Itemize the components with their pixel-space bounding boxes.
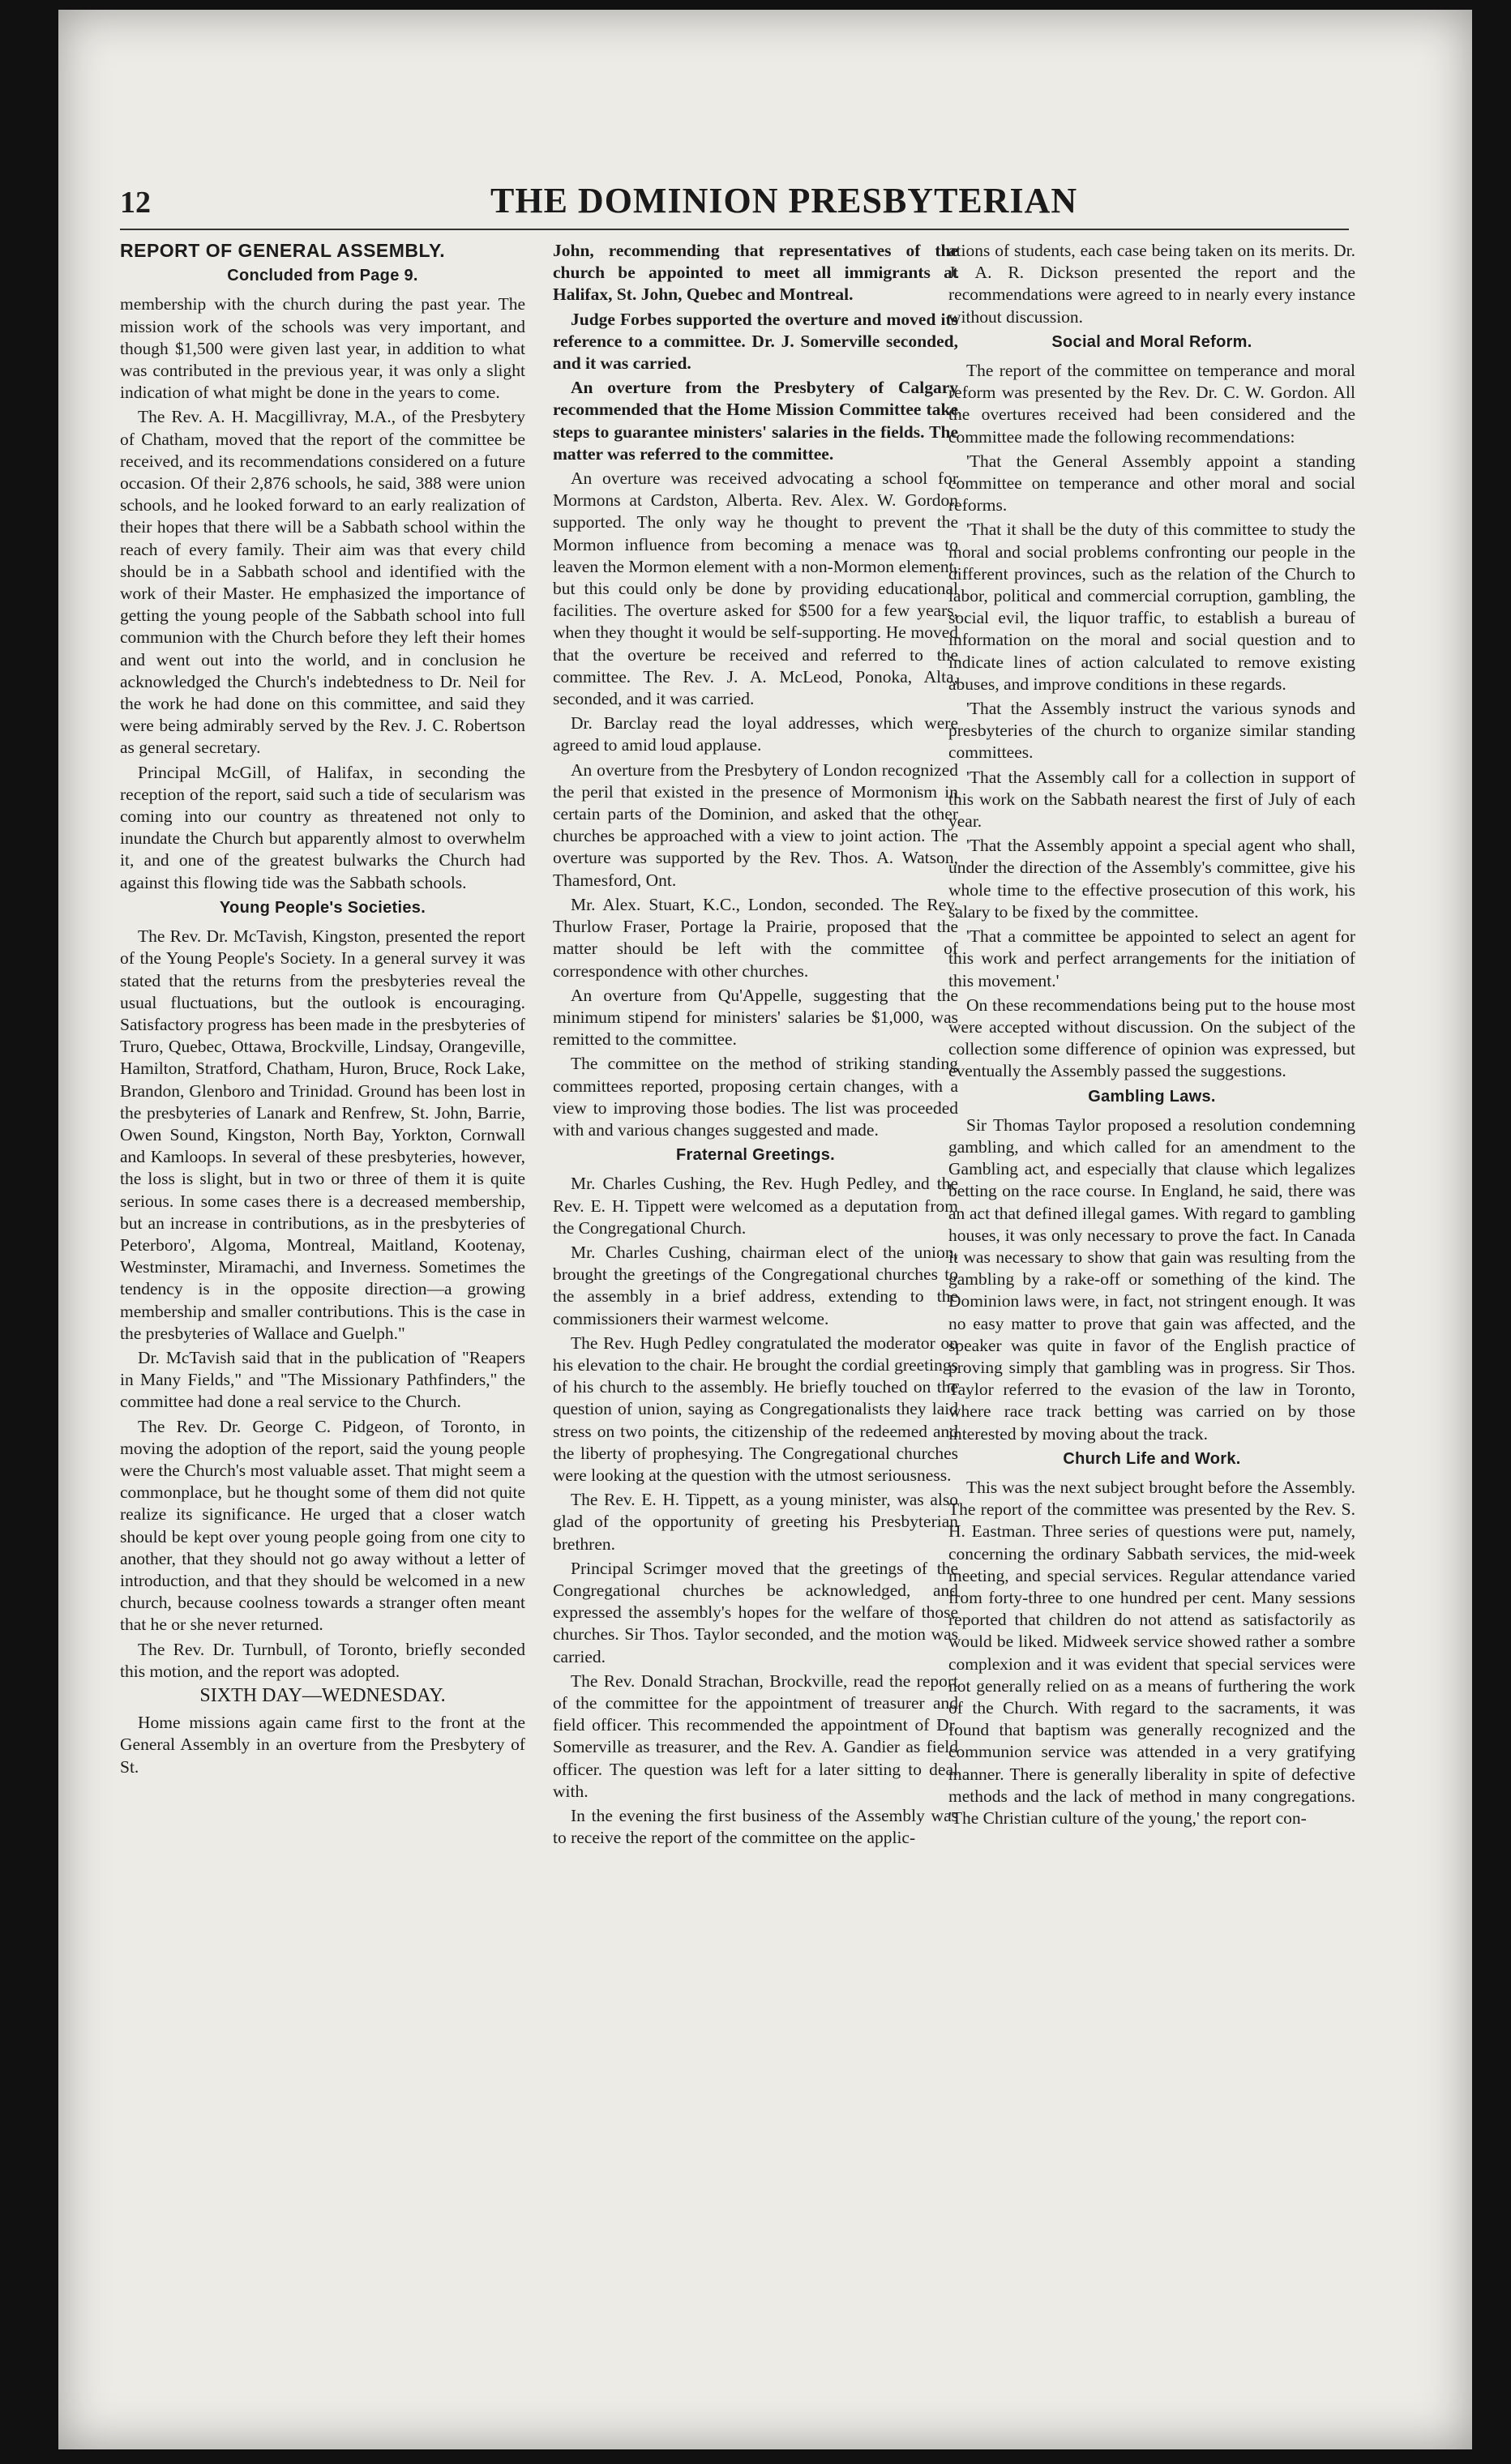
paragraph: An overture was received advocating a school for Mormons at Cardston, Alberta. Rev. Alex. W. Gordon supported. The only way he thought to prevent the Mormon influence from becoming a menace was to leaven the Mormon element with a non-Mormon element, but this could only be done by providing educational facilities. The overture asked for $500 for a few years, when they thought it would be self-supporting. He moved that the overture be received and referred to the committee. The Rev. J. A. McLeod, Ponoka, Alta, seconded, and it was carried.	[553, 468, 958, 709]
paragraph: Principal Scrimger moved that the greetings of the Congregational churches be acknowledged, and expressed the assembly's hopes for the welfare of those churches. Sir Thos. Taylor seconded, and the motion was carried.	[553, 1558, 958, 1666]
paragraph: Sir Thomas Taylor proposed a resolution condemning gambling, and which called for an amendment to the Gambling act, and especially that clause which legalizes betting on the race course. In England, he said, there was an act that defined illegal games. With regard to gambling houses, it was only necessary to prove the fact. In Canada it was necessary to show that gain was resulting from the gambling by a rake-off or something of the kind. The Dominion laws were, in fact, not stringent enough. It was no easy matter to prove that gain was affected, and the speaker was quite in favor of the English practice of proving simply that gambling was in progress. Sir Thos. Taylor referred to the evasion of the law in Toronto, where race track betting was carried on by those interested by moving about the track.	[948, 1114, 1355, 1444]
section-heading: SIXTH DAY—WEDNESDAY.	[199, 1685, 446, 1706]
paragraph: Principal McGill, of Halifax, in seconding the reception of the report, said such a tide of secularism was coming into our country as threatened not only to inundate the Church but apparently almost to overwhelm it, and one of the greatest bulwarks the Church had against this flowing tide was the Sabbath schools.	[120, 762, 525, 892]
paragraph: ations of students, each case being taken on its merits. Dr. J. A. R. Dickson presented the report and the recommendations were agreed to in nearly every instance without discussion.	[948, 241, 1355, 327]
paragraph: The Rev. Donald Strachan, Brockville, read the report of the committee for the appointment of treasurer and field officer. This recommended the appointment of Dr. Somerville as treasurer, and the Rev. A. Gandier as field officer. The question was left for a later sitting to deal with.	[553, 1670, 958, 1801]
paragraph: This was the next subject brought before the Assembly. The report of the committee was presented by the Rev. S. H. Eastman. Three series of questions were put, namely, concerning the ordinary Sabbath services, the mid-week meeting, and special services. Regular attendance varied from forty-three to one hundred per cent. Many sessions reported that children do not attend as satisfactorily as would be liked. Midweek service showed rather a sombre complexion and it was evident that special services were not generally relied on as a means of furthering the work of the Church. With regard to the sacraments, it was found that baptism was generally recognized and the communion service was attended in a very gratifying manner. There is generally liberality in spite of defective methods and the lack of method in many congregations. 'The Christian culture of the young,' the report con-	[948, 1477, 1355, 1829]
page-number: 12	[120, 186, 151, 220]
paragraph: 'That the General Assembly appoint a standing committee on temperance and other moral and social reforms.	[948, 451, 1355, 515]
paragraph: The Rev. A. H. Macgillivray, M.A., of the Presbytery of Chatham, moved that the report of the committee be received, and its recommendations considered on a future occasion. Of their 2,876 schools, he said, 388 were union schools, and he looked forward to an early realization of their hopes that there will be a Sabbath school within the reach of every family. Their aim was that every child should be in a Sabbath school and identified with the work of their Master. He emphasized the importance of getting the young people of the Sabbath school into full communion with the Church before they left their homes and went out into the world, and in conclusion he acknowledged the Church's indebtedness to Dr. Neil for the work he had done on this committee, and said they were being admirably served by the Rev. J. C. Robertson as general secretary.	[120, 407, 525, 758]
paragraph: The Rev. Hugh Pedley congratulated the moderator on his elevation to the chair. He brought the cordial greetings of his church to the assembly. He briefly touched on the question of union, saying as Congregationalists they laid stress on two points, the citizenship of the redeemed and the liberty of prophesying. The Congregational churches were looking at the question with the utmost seriousness.	[553, 1333, 958, 1485]
column-1	[120, 240, 525, 2339]
paragraph: 'That it shall be the duty of this committee to study the moral and social problems confronting our people in the different provinces, such as the relation of the Church to labor, political and commercial corruption, gambling, the social evil, the liquor traffic, to establish a bureau of information on the moral and social question and to indicate lines of action calculated to remove existing abuses, and improve conditions in these regards.	[948, 520, 1355, 694]
paragraph: The Rev. Dr. McTavish, Kingston, presented the report of the Young People's Society. In a general survey it was stated that the returns from the presbyteries reveal the usual fluctuations, but the outlook is encouraging. Satisfactory progress has been made in the presbyteries of Truro, Quebec, Ottawa, Brockville, Lindsay, Orangeville, Hamilton, Stratford, Chatham, Huron, Bruce, Rock Lake, Brandon, Glenboro and Trinidad. Ground has been lost in the presbyteries of Lanark and Renfrew, St. John, Barrie, Owen Sound, Kingston, North Bay, Yorkton, Cornwall and Kamloops. In several of these presbyteries, however, the loss is slight, but in two or three of them it is quite serious. In some cases there is a decreased membership, but an increase in contributions, as in the presbyteries of Peterboro', Algoma, Montreal, Maitland, Kootenay, Westminster, Miramachi, and Inverness. Sometimes the tendency is in the opposite direction—a growing membership and smaller contributions. This is the case in the presbyteries of Wallace and Guelph."	[120, 926, 525, 1343]
section-heading: Fraternal Greetings.	[675, 1146, 836, 1165]
paragraph: The Rev. Dr. George C. Pidgeon, of Toronto, in moving the adoption of the report, said the young people were the Church's most valuable asset. That might seem a commonplace, but he thought some of them did not quite realize its significance. He urged that a closer watch should be kept over young people going from one city to another, that they should not go away without a letter of introduction, and that they should be welcomed in a new church, because coolness towards a stranger often meant that he or she never returned.	[120, 1416, 525, 1635]
article-title: REPORT OF GENERAL ASSEMBLY.	[120, 240, 446, 261]
paragraph: Dr. Barclay read the loyal addresses, which were agreed to amid loud applause.	[553, 713, 958, 755]
paragraph: Mr. Charles Cushing, chairman elect of the union, brought the greetings of the Congregational churches to the assembly in a brief address, extending to the commissioners their warmest welcome.	[553, 1242, 958, 1328]
column-2	[553, 240, 958, 2339]
section-heading: Church Life and Work.	[1063, 1449, 1241, 1468]
paragraph: Home missions again came first to the front at the General Assembly in an overture from the Presbytery of St.	[120, 1713, 525, 1777]
paragraph: An overture from the Presbytery of Calgary recommended that the Home Mission Committee take steps to guarantee ministers' salaries in the fields. The matter was referred to the committee.	[553, 378, 958, 464]
paragraph: Mr. Alex. Stuart, K.C., London, seconded. The Rev. Thurlow Fraser, Portage la Prairie, proposed that the matter should be left with the committee of correspondence with other churches.	[553, 894, 958, 981]
paragraph: John, recommending that representatives of the church be appointed to meet all immigrants at Halifax, St. John, Quebec and Montreal.	[553, 241, 958, 305]
paragraph: Judge Forbes supported the overture and moved its reference to a committee. Dr. J. Somerville seconded, and it was carried.	[553, 309, 958, 374]
paragraph: An overture from Qu'Appelle, suggesting that the minimum stipend for ministers' salaries be $1,000, was remitted to the committee.	[553, 985, 958, 1050]
paragraph: The Rev. Dr. Turnbull, of Toronto, briefly seconded this motion, and the report was adopted.	[120, 1639, 525, 1681]
header-rule	[120, 229, 1349, 230]
paragraph: Dr. McTavish said that in the publication of "Reapers in Many Fields," and "The Missionary Pathfinders," the committee had done a real service to the Church.	[120, 1347, 525, 1412]
paragraph: 'That the Assembly instruct the various synods and presbyteries of the church to organize similar standing committees.	[948, 699, 1355, 763]
section-heading: Young People's Societies.	[219, 898, 426, 917]
article-subtitle: Concluded from Page 9.	[227, 267, 418, 285]
paragraph: membership with the church during the past year. The mission work of the schools was very important, and though $1,500 were given last year, in addition to what was contributed in the previous year, it was only a slight indication of what might be done in the years to come.	[120, 294, 525, 403]
section-heading: Social and Moral Reform.	[1051, 332, 1252, 351]
paragraph: In the evening the first business of the Assembly was to receive the report of the committee on the applic-	[553, 1806, 958, 1848]
paragraph: 'That the Assembly appoint a special agent who shall, under the direction of the Assembly's committee, give his whole time to the effective prosecution of this work, his salary to be fixed by the committee.	[948, 836, 1355, 922]
paragraph: The Rev. E. H. Tippett, as a young minister, was also glad of the opportunity of greeting his Presbyterian brethren.	[553, 1490, 958, 1554]
paragraph: 'That the Assembly call for a collection in support of this work on the Sabbath nearest the first of July of each year.	[948, 767, 1355, 832]
publication-title: THE DOMINION PRESBYTERIAN	[490, 181, 1078, 220]
paragraph: 'That a committee be appointed to select an agent for this work and perfect arrangements for the initiation of this movement.'	[948, 926, 1355, 990]
paragraph: Mr. Charles Cushing, the Rev. Hugh Pedley, and the Rev. E. H. Tippett were welcomed as a deputation from the Congregational Church.	[553, 1174, 958, 1238]
paragraph: The committee on the method of striking standing committees reported, proposing certain changes, with a view to improving those bodies. The list was proceeded with and various changes suggested and made.	[553, 1054, 958, 1140]
paragraph: The report of the committee on temperance and moral reform was presented by the Rev. Dr. C. W. Gordon. All the overtures received had been considered and the committee made the following recommendations:	[948, 361, 1355, 447]
section-heading: Gambling Laws.	[1088, 1087, 1216, 1106]
column-3	[948, 240, 1355, 2339]
paragraph: On these recommendations being put to the house most were accepted without discussion. On the subject of the collection some difference of opinion was expressed, but eventually the Assembly passed the suggestions.	[948, 995, 1355, 1081]
paragraph: An overture from the Presbytery of London recognized the peril that existed in the presence of Mormonism in certain parts of the Dominion, and asked that the other churches be approached with a view to joint action. The overture was supported by the Rev. Thos. A. Watson, Thamesford, Ont.	[553, 759, 958, 890]
